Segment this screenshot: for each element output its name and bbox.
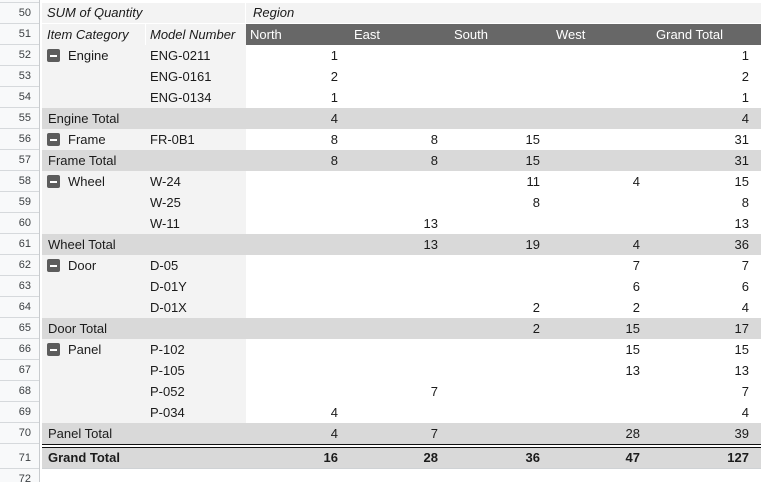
model-cell[interactable]: P-105 — [146, 360, 246, 381]
value-cell[interactable]: 8 — [246, 150, 350, 171]
model-cell[interactable]: P-034 — [146, 402, 246, 423]
row-number[interactable]: 59 — [0, 192, 39, 213]
value-cell[interactable]: 17 — [652, 318, 761, 339]
category-label: Door — [68, 258, 97, 273]
value-cell[interactable] — [450, 87, 552, 108]
category-cell[interactable] — [42, 87, 146, 108]
value-cell[interactable]: 28 — [350, 448, 450, 469]
row-number[interactable]: 56 — [0, 129, 39, 150]
row-number[interactable]: 61 — [0, 234, 39, 255]
value-cell[interactable]: 4 — [741, 300, 749, 315]
row-number[interactable]: 58 — [0, 171, 39, 192]
collapse-button[interactable] — [47, 343, 60, 356]
value-cell[interactable]: 4 — [552, 234, 652, 255]
pivot-header-row-1 — [42, 3, 761, 24]
row-number[interactable]: 72 — [18, 473, 31, 482]
row-number[interactable]: 64 — [0, 297, 39, 318]
value-cell[interactable] — [350, 108, 450, 129]
model-cell[interactable]: W-24 — [146, 171, 246, 192]
row-number[interactable]: 68 — [0, 381, 39, 402]
minus-icon — [50, 181, 57, 183]
value-cell[interactable]: 47 — [552, 448, 652, 469]
row-number[interactable]: 53 — [0, 66, 39, 87]
value-cell[interactable] — [350, 255, 450, 276]
value-cell[interactable] — [552, 213, 652, 234]
value-cell[interactable] — [552, 87, 652, 108]
total-label-cell[interactable]: Panel Total — [42, 423, 246, 444]
value-cell[interactable]: 7 — [741, 384, 749, 399]
category-cell[interactable] — [42, 129, 146, 150]
row-number[interactable]: 51 — [0, 24, 39, 45]
subtotal-row — [42, 150, 761, 171]
value-cell[interactable]: 16 — [246, 448, 350, 469]
category-cell[interactable] — [42, 360, 146, 381]
value-cell[interactable] — [552, 45, 652, 66]
value-cell[interactable] — [350, 276, 450, 297]
value-cell[interactable]: 2 — [450, 318, 552, 339]
row-number[interactable]: 50 — [0, 3, 39, 24]
value-cell[interactable] — [246, 192, 350, 213]
column-header-east[interactable]: East — [350, 24, 450, 45]
model-cell[interactable]: ENG-0134 — [146, 87, 246, 108]
data-row — [42, 87, 761, 108]
value-cell[interactable]: 36 — [450, 448, 552, 469]
data-row — [42, 171, 761, 192]
value-cell[interactable] — [246, 339, 350, 360]
region-cell[interactable]: Region — [246, 3, 761, 24]
value-cell[interactable] — [246, 360, 350, 381]
value-cell[interactable] — [350, 87, 450, 108]
collapse-button[interactable] — [47, 175, 60, 188]
value-cell[interactable] — [350, 339, 450, 360]
category-cell[interactable] — [42, 45, 146, 66]
row-number[interactable]: 70 — [0, 423, 39, 444]
value-cell[interactable] — [450, 66, 552, 87]
value-cell[interactable] — [350, 360, 450, 381]
value-cell[interactable]: 2 — [741, 69, 749, 84]
value-cell[interactable] — [450, 402, 552, 423]
category-label: Engine — [68, 48, 109, 63]
value-cell[interactable]: 2 — [632, 300, 640, 315]
model-cell[interactable]: P-052 — [146, 381, 246, 402]
data-row — [42, 255, 761, 276]
value-cell[interactable] — [246, 381, 350, 402]
value-cell[interactable] — [450, 276, 552, 297]
value-cell[interactable]: 31 — [652, 150, 761, 171]
value-cell[interactable]: 8 — [741, 195, 749, 210]
pivot-content — [40, 0, 761, 482]
value-cell[interactable]: 2 — [330, 69, 338, 84]
value-cell[interactable]: 7 — [632, 258, 640, 273]
row-number[interactable]: 62 — [0, 255, 39, 276]
category-cell[interactable] — [42, 402, 146, 423]
value-cell[interactable]: 8 — [350, 150, 450, 171]
value-cell[interactable] — [350, 192, 450, 213]
value-cell[interactable] — [450, 45, 552, 66]
pivot-header-row-2 — [42, 24, 761, 45]
item-category-header-cell[interactable]: Item Category — [42, 24, 146, 45]
value-cell[interactable] — [350, 318, 450, 339]
row-number-gutter — [0, 0, 40, 482]
row-number[interactable]: 66 — [0, 339, 39, 360]
value-cell[interactable]: 4 — [330, 405, 338, 420]
value-cell[interactable]: 7 — [741, 258, 749, 273]
value-cell[interactable] — [552, 66, 652, 87]
model-cell[interactable]: W-11 — [146, 213, 246, 234]
row-number[interactable]: 57 — [0, 150, 39, 171]
data-row — [42, 339, 761, 360]
value-cell[interactable]: 15 — [525, 132, 540, 147]
value-cell[interactable]: 6 — [632, 279, 640, 294]
data-row — [42, 276, 761, 297]
subtotal-row — [42, 234, 761, 255]
value-cell[interactable]: 4 — [741, 405, 749, 420]
value-cell[interactable]: 19 — [450, 234, 552, 255]
value-cell[interactable] — [552, 108, 652, 129]
value-cell[interactable] — [450, 213, 552, 234]
model-cell[interactable]: ENG-0161 — [146, 66, 246, 87]
model-cell[interactable]: W-25 — [146, 192, 246, 213]
value-cell[interactable] — [450, 381, 552, 402]
value-cell[interactable]: 8 — [330, 132, 338, 147]
value-cell[interactable] — [350, 402, 450, 423]
data-row — [42, 129, 761, 150]
value-cell[interactable]: 4 — [246, 423, 350, 444]
value-cell[interactable] — [246, 234, 350, 255]
value-cell[interactable] — [450, 255, 552, 276]
subtotal-row — [42, 423, 761, 444]
category-cell[interactable] — [42, 276, 146, 297]
value-cell[interactable]: 1 — [741, 90, 749, 105]
category-cell[interactable] — [42, 192, 146, 213]
value-cell[interactable]: 1 — [330, 90, 338, 105]
row-number[interactable]: 52 — [0, 45, 39, 66]
value-cell[interactable]: 31 — [734, 132, 749, 147]
category-cell[interactable] — [42, 171, 146, 192]
value-cell[interactable] — [246, 318, 350, 339]
row-number[interactable]: 60 — [0, 213, 39, 234]
row-number[interactable]: 71 — [0, 448, 39, 469]
value-cell[interactable] — [350, 297, 450, 318]
value-cell[interactable]: 4 — [632, 174, 640, 189]
category-label: Panel — [68, 342, 102, 357]
value-cell[interactable]: 13 — [423, 216, 438, 231]
column-header-grand-total[interactable]: Grand Total — [652, 24, 761, 45]
value-cell[interactable] — [246, 255, 350, 276]
value-cell[interactable]: 11 — [526, 174, 540, 189]
value-cell[interactable]: 1 — [330, 48, 338, 63]
value-cell[interactable] — [246, 276, 350, 297]
subtotal-row — [42, 318, 761, 339]
row-number[interactable]: 63 — [0, 276, 39, 297]
column-header-south[interactable]: South — [450, 24, 552, 45]
collapse-button[interactable] — [47, 259, 60, 272]
minus-icon — [50, 55, 57, 57]
value-cell[interactable]: 1 — [741, 48, 749, 63]
value-cell[interactable] — [350, 66, 450, 87]
pivot-body — [42, 45, 761, 469]
value-cell[interactable]: 36 — [652, 234, 761, 255]
row-number[interactable]: 55 — [0, 108, 39, 129]
model-number-header-cell[interactable]: Model Number — [146, 24, 246, 45]
value-cell[interactable]: 8 — [430, 132, 438, 147]
total-label-cell[interactable]: Grand Total — [42, 448, 246, 469]
value-cell[interactable]: 8 — [532, 195, 540, 210]
column-header-west[interactable]: West — [552, 24, 652, 45]
minus-icon — [50, 139, 57, 141]
total-label-cell[interactable]: Frame Total — [42, 150, 246, 171]
row-number[interactable]: 67 — [0, 360, 39, 381]
value-cell[interactable]: 13 — [625, 363, 640, 378]
data-row — [42, 192, 761, 213]
value-cell[interactable]: 15 — [734, 342, 749, 357]
value-cell[interactable]: 7 — [430, 384, 438, 399]
minus-icon — [50, 265, 57, 267]
category-label: Frame — [68, 132, 106, 147]
category-cell[interactable] — [42, 66, 146, 87]
value-cell[interactable] — [450, 108, 552, 129]
category-cell[interactable] — [42, 297, 146, 318]
row-number[interactable]: 65 — [0, 318, 39, 339]
value-cell[interactable]: 6 — [741, 279, 749, 294]
row-number[interactable]: 69 — [0, 402, 39, 423]
value-cell[interactable] — [246, 171, 350, 192]
value-cell[interactable] — [450, 339, 552, 360]
value-cell[interactable] — [450, 423, 552, 444]
value-cell[interactable] — [350, 171, 450, 192]
value-cell[interactable]: 15 — [625, 342, 640, 357]
data-row — [42, 45, 761, 66]
value-cell[interactable] — [552, 381, 652, 402]
collapse-button[interactable] — [47, 133, 60, 146]
model-cell[interactable]: ENG-0211 — [146, 45, 246, 66]
model-cell[interactable]: FR-0B1 — [146, 129, 246, 150]
total-label-cell[interactable]: Wheel Total — [42, 234, 246, 255]
category-cell[interactable] — [42, 255, 146, 276]
data-row — [42, 66, 761, 87]
category-cell[interactable] — [42, 339, 146, 360]
value-cell[interactable]: 13 — [734, 216, 749, 231]
value-cell[interactable]: 15 — [552, 318, 652, 339]
value-cell[interactable]: 4 — [652, 108, 761, 129]
category-label: Wheel — [68, 174, 105, 189]
category-cell[interactable] — [42, 381, 146, 402]
value-cell[interactable] — [552, 402, 652, 423]
value-cell[interactable]: 7 — [350, 423, 450, 444]
value-cell[interactable]: 127 — [652, 448, 761, 469]
model-cell[interactable]: D-01Y — [146, 276, 246, 297]
value-cell[interactable] — [552, 129, 652, 150]
value-cell[interactable] — [552, 192, 652, 213]
data-row — [42, 402, 761, 423]
value-cell[interactable]: 13 — [734, 363, 749, 378]
value-cell[interactable] — [552, 150, 652, 171]
minus-icon — [50, 349, 57, 351]
value-cell[interactable] — [350, 45, 450, 66]
value-cell[interactable] — [246, 213, 350, 234]
value-cell[interactable]: 28 — [552, 423, 652, 444]
value-cell[interactable]: 2 — [532, 300, 540, 315]
value-cell[interactable]: 4 — [246, 108, 350, 129]
category-cell[interactable] — [42, 213, 146, 234]
value-cell[interactable]: 13 — [350, 234, 450, 255]
model-cell[interactable]: P-102 — [146, 339, 246, 360]
total-label-cell[interactable]: Engine Total — [42, 108, 246, 129]
measure-cell[interactable]: SUM of Quantity — [42, 3, 246, 24]
row-number[interactable]: 54 — [0, 87, 39, 108]
grand-total-row — [42, 448, 761, 469]
total-label-cell[interactable]: Door Total — [42, 318, 246, 339]
model-cell[interactable]: D-05 — [146, 255, 246, 276]
value-cell[interactable]: 15 — [450, 150, 552, 171]
collapse-button[interactable] — [47, 49, 60, 62]
data-row — [42, 297, 761, 318]
column-header-north[interactable]: North — [246, 24, 350, 45]
model-cell[interactable]: D-01X — [146, 297, 246, 318]
value-cell[interactable] — [246, 297, 350, 318]
subtotal-row — [42, 108, 761, 129]
data-row — [42, 213, 761, 234]
data-row — [42, 381, 761, 402]
data-row — [42, 360, 761, 381]
value-cell[interactable]: 39 — [652, 423, 761, 444]
value-cell[interactable] — [450, 360, 552, 381]
value-cell[interactable]: 15 — [734, 174, 749, 189]
